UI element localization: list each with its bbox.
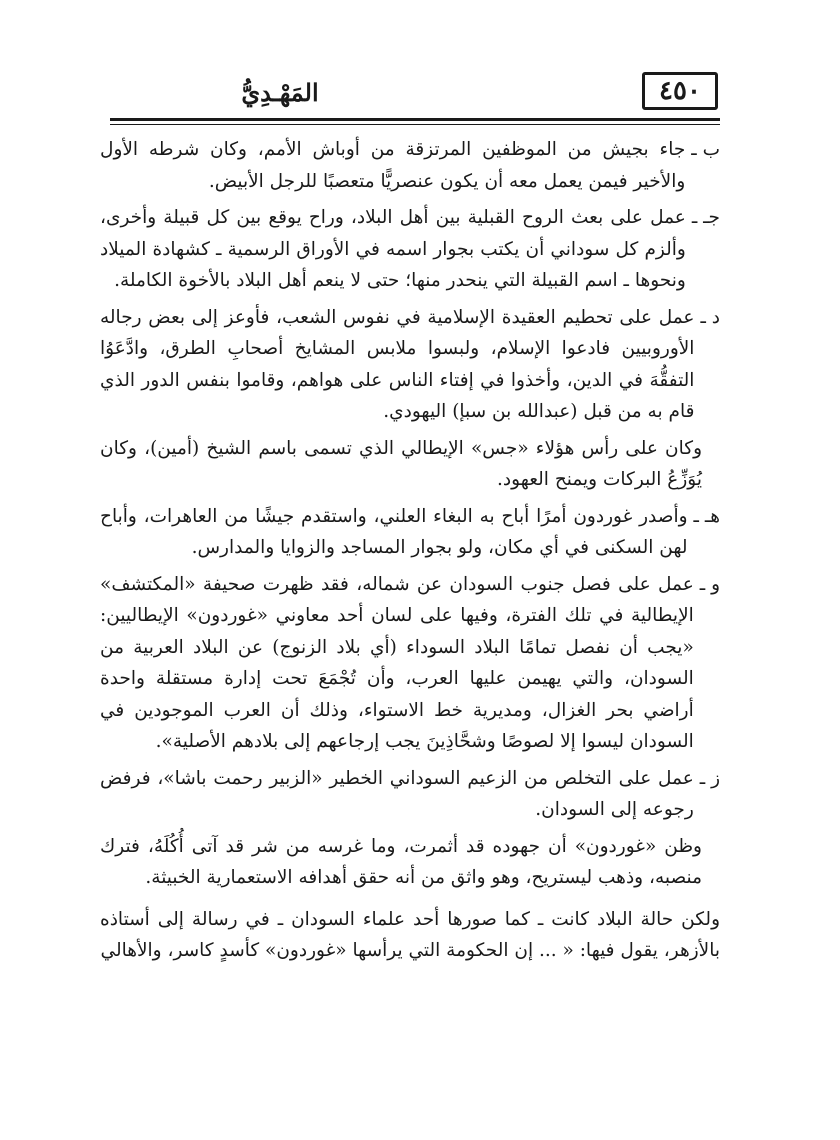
page-header: [110, 70, 720, 116]
list-item-text: عمل على تحطيم العقيدة الإسلامية في نفوس الشعب، فأوعز إلى بعض رجاله الأوروبيين فادعوا الإسلام، ولبسوا ملابس المشايخ أصحابِ الطرق، وادَّعَوُا التفقُّهَ في الدين، وأخذوا في إفتاء الناس على هواهم، وقاموا بنفس الدور الذي قام به من قبل (عبدالله بن سبإ) اليهودي.: [100, 306, 695, 422]
paragraph-gess: وكان على رأس هؤلاء «جس» الإيطالي الذي تسمى باسم الشيخ (أمين)، وكان يُوَزِّعُ البركات ويمنح العهود.: [100, 437, 702, 490]
page-number: ٤٥٠: [642, 72, 718, 110]
list-marker: و ـ: [699, 573, 720, 595]
list-marker: هـ ـ: [693, 505, 720, 527]
list-item-text: جاء بجيش من الموظفين المرتزقة من أوباش الأمم، وكان شرطه الأول والأخير فيمن يعمل معه أن يكون عنصريًّا متعصبًا للرجل الأبيض.: [100, 139, 686, 192]
list-item-dal: [100, 302, 720, 428]
list-item-text: عمل على فصل جنوب السودان عن شماله، فقد ظهرت صحيفة «المكتشف» الإيطالية في تلك الفترة، وفيها على لسان أحد معاوني «غوردون» الإيطاليين: «يجب أن نفصل تمامًا البلاد السوداء (أي بلاد الزنوج) عن البلاد العربية من السودان، والتي يهيمن عليها العرب، وأن تُجْمَعَ تحت إدارة مستقلة واحدة أراضي بحر الغزال، ومديرية خط الاستواء، وذلك أن العرب الموجودين في السودان ليسوا إلا لصوصًا وشحَّاذِينَ يجب إرجاعهم إلى بلادهم الأصلية».: [100, 573, 694, 752]
paragraph-closing: ولكن حالة البلاد كانت ـ كما صورها أحد علماء السودان ـ في رسالة إلى أستاذه بالأزهر، يقول فيها: « ... إن الحكومة التي يرأسها «غوردون» كأسدٍ كاسر، والأهالي: [100, 908, 720, 961]
list-item-zay: [100, 763, 720, 826]
list-item-text: عمل على بعث الروح القبلية بين أهل البلاد، وراح يوقع بين كل قبيلة وأخرى، وألزم كل سوداني أن يكتب بجوار اسمه في الأوراق الرسمية ـ كشهادة الميلاد ونحوها ـ اسم القبيلة التي ينحدر منها؛ حتى لا ينعم أهل البلاد بالأخوة الكاملة.: [100, 207, 686, 291]
paragraph-gordon-departure: وظن «غوردون» أن جهوده قد أثمرت، وما غرسه من شر قد آتى أُكُلَهُ، فترك منصبه، وذهب ليستريح، وهو واثق من أنه حقق أهدافه الاستعمارية الخبيثة.: [100, 835, 702, 888]
header-rule-thick: [110, 118, 720, 121]
list-marker: ز ـ: [699, 767, 720, 789]
list-item-ba: [100, 134, 720, 197]
list-item-text: عمل على التخلص من الزعيم السوداني الخطير «الزبير رحمت باشا»، فرفض رجوعه إلى السودان.: [100, 767, 694, 820]
list-item-waw: [100, 569, 720, 758]
list-item-text: وأصدر غوردون أمرًا أباح به البغاء العلني، واستقدم جيشًا من العاهرات، وأباح لهن السكنى في أي مكان، ولو بجوار المساجد والزوايا والمدارس.: [100, 505, 688, 558]
page-body: [100, 134, 720, 972]
list-marker: جـ ـ: [691, 207, 720, 228]
list-marker: د ـ: [700, 306, 720, 328]
list-item-jim: [100, 202, 720, 297]
list-marker: ب ـ: [691, 139, 720, 160]
list-item-ha: [100, 501, 720, 564]
running-title: المَهْـدِيُّ: [241, 78, 319, 107]
header-rule-thin: [110, 124, 720, 125]
